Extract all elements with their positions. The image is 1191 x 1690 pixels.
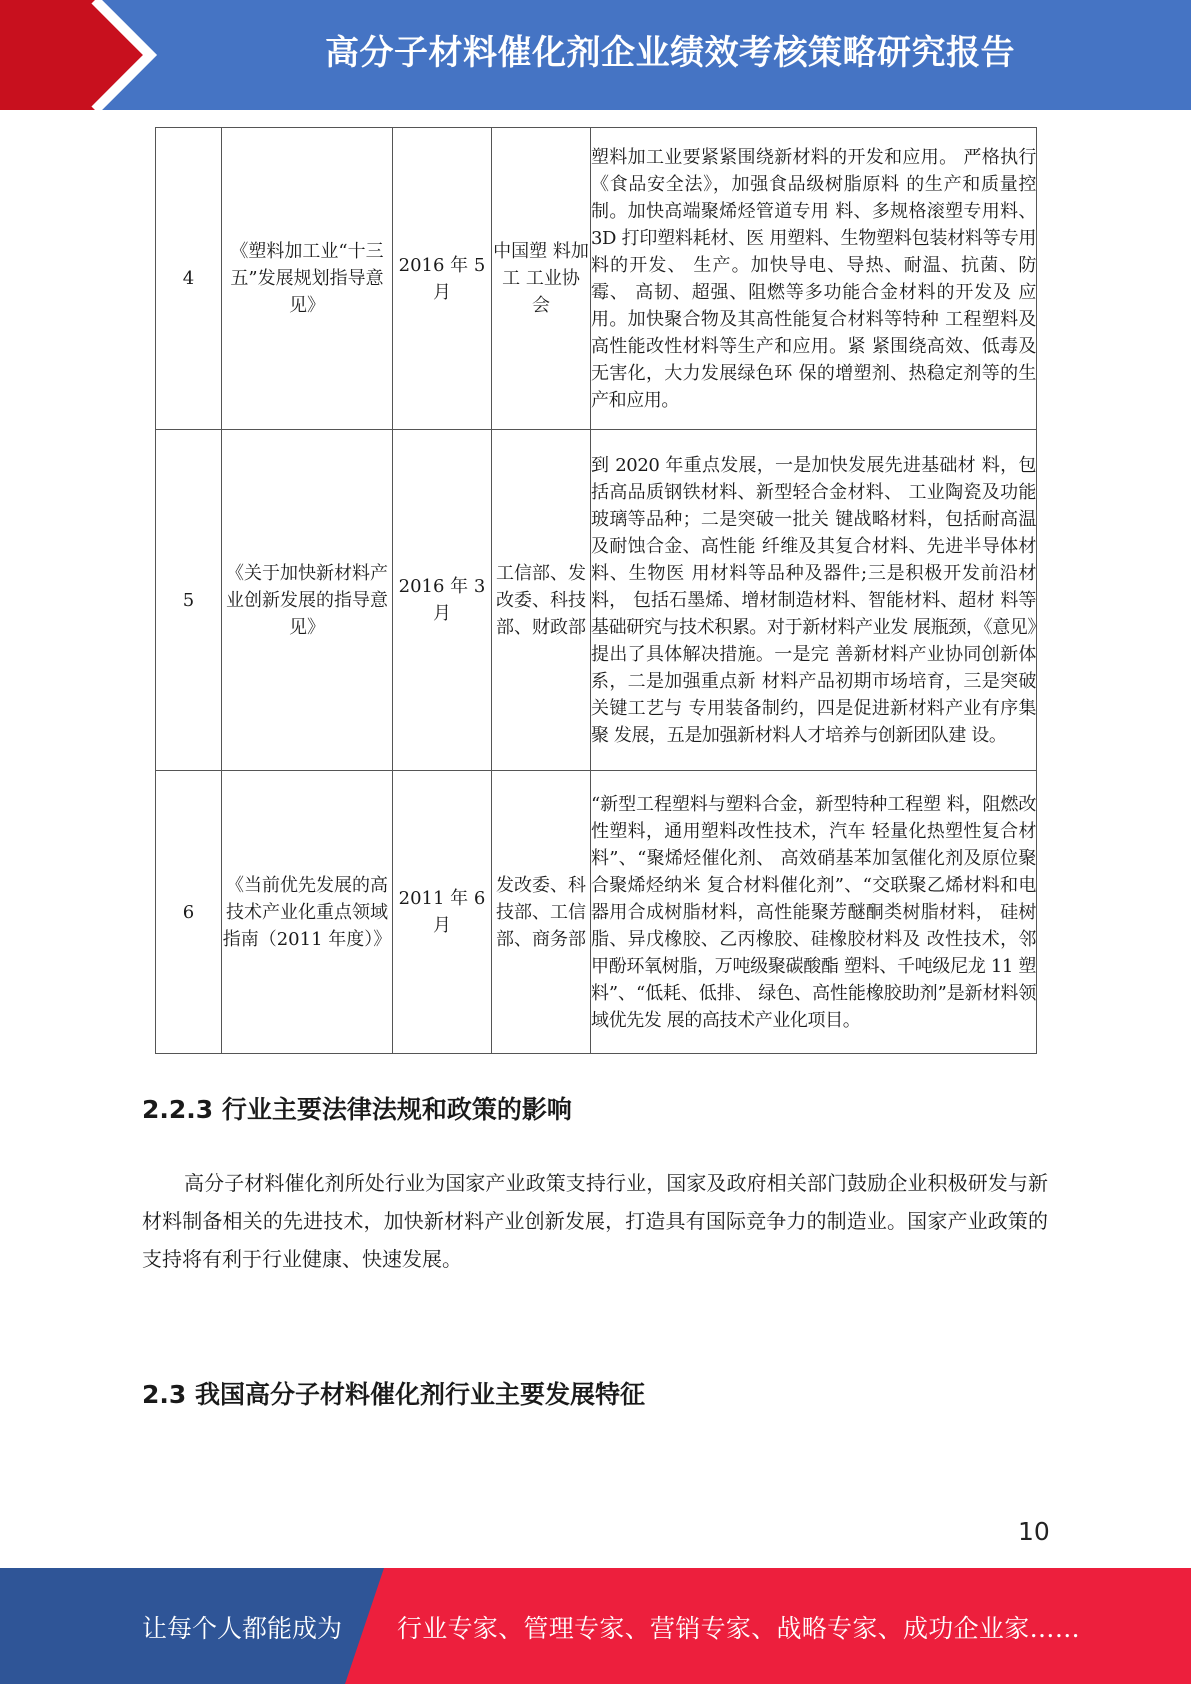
header-title: 高分子材料催化剂企业绩效考核策略研究报告 (325, 33, 1015, 73)
policy-content-text: 到 2020 年重点发展，一是加快发展先进基础材 料，包括高品质钢铁材料、新型轻合金材料、 工业陶瓷及功能玻璃等品种；二是突破一批关 键战略材料，包括耐高温及耐蚀合金、高性能 纤维及其复合材料、先进半导体材料、生物医 用材料等品种及器件;三是积极开发前沿材料， 包括石墨烯、增材制造材料、智能材料、超材 料等基础研究与技术积累。对于新材料产业发 展瓶颈，《意见》提出了具体解决措施。一是完 善新材料产业协同创新体系，二是加强重点新 材料产品初期市场培育，三是突破关键工艺与 专用装备制约，四是促进新材料产业有序集聚 发展，五是加强新材料人才培养与创新团队建 设。 (591, 454, 1036, 746)
page-header (0, 0, 1191, 110)
policy-name: 《关于加快新材料产业创新发展的指导意见》 (222, 430, 393, 771)
row-number: 5 (156, 430, 222, 771)
table-row (156, 771, 1037, 1054)
table-row (156, 128, 1037, 430)
footer-slogan-left: 让每个人都能成为 (142, 1614, 343, 1643)
section-heading-2-3: 2.3 我国高分子材料催化剂行业主要发展特征 (142, 1380, 645, 1409)
issue-date: 2011 年 6月 (393, 771, 492, 1054)
row-number: 4 (156, 128, 222, 430)
section-paragraph: 高分子材料催化剂所处行业为国家产业政策支持行业，国家及政府相关部门鼓励企业积极研发与新材料制备相关的先进技术，加快新材料产业创新发展，打造具有国际竞争力的制造业。国家产业政策的支持将有利于行业健康、快速发展。 (142, 1171, 1048, 1271)
section-heading-2-2-3: 2.2.3 行业主要法律法规和政策的影响 (142, 1095, 572, 1124)
policy-content-text: 塑料加工业要紧紧围绕新材料的开发和应用。 严格执行《食品安全法》，加强食品级树脂原料 的生产和质量控制。加快高端聚烯烃管道专用 料、多规格滚塑专用料、3D 打印塑料耗材、医 用塑料、生物塑料包装材料等专用料的开发、 生产。加快导电、导热、耐温、抗菌、防霉、 高韧、超强、阻燃等多功能合金材料的开发及 应用。加快聚合物及其高性能复合材料等特种 工程塑料及高性能改性材料等生产和应用。紧 紧围绕高效、低毒及无害化，大力发展绿色环 保的增塑剂、热稳定剂等的生产和应用。 (591, 146, 1036, 411)
footer-slogan-right: 行业专家、管理专家、营销专家、战略专家、成功企业家…… (397, 1614, 1081, 1643)
policy-content (591, 430, 1037, 771)
page-number: 10 (1018, 1517, 1050, 1546)
policy-content (591, 128, 1037, 430)
row-number: 6 (156, 771, 222, 1054)
page-footer (0, 1568, 1191, 1684)
policy-content (591, 771, 1037, 1054)
issuing-body: 中国塑 料加工 工业协 会 (492, 128, 591, 430)
issue-date: 2016 年 3月 (393, 430, 492, 771)
issue-date: 2016 年 5月 (393, 128, 492, 430)
policy-table (155, 127, 1037, 1054)
issuing-body: 发改委、科技部、工信部、商务部 (492, 771, 591, 1054)
issuing-body: 工信部、发改委、科技部、财政部 (492, 430, 591, 771)
policy-name: 《当前优先发展的高技术产业化重点领域指南（2011 年度）》 (222, 771, 393, 1054)
table-row (156, 430, 1037, 771)
policy-content-text: “新型工程塑料与塑料合金，新型特种工程塑 料，阻燃改性塑料，通用塑料改性技术，汽车 轻量化热塑性复合材料”、“聚烯烃催化剂、 高效硝基苯加氢催化剂及原位聚合聚烯烃纳米 复合材料催化剂”、“交联聚乙烯材料和电器用合成树脂材料，高性能聚芳醚酮类树脂材料， 硅树脂、异戊橡胶、乙丙橡胶、硅橡胶材料及 改性技术，邻甲酚环氧树脂，万吨级聚碳酸酯 塑料、千吨级尼龙 11 塑料”、“低耗、低排、 绿色、高性能橡胶助剂”是新材料领域优先发 展的高技术产业化项目。 (591, 793, 1036, 1031)
policy-name: 《塑料加工业“十三五”发展规划指导意见》 (222, 128, 393, 430)
